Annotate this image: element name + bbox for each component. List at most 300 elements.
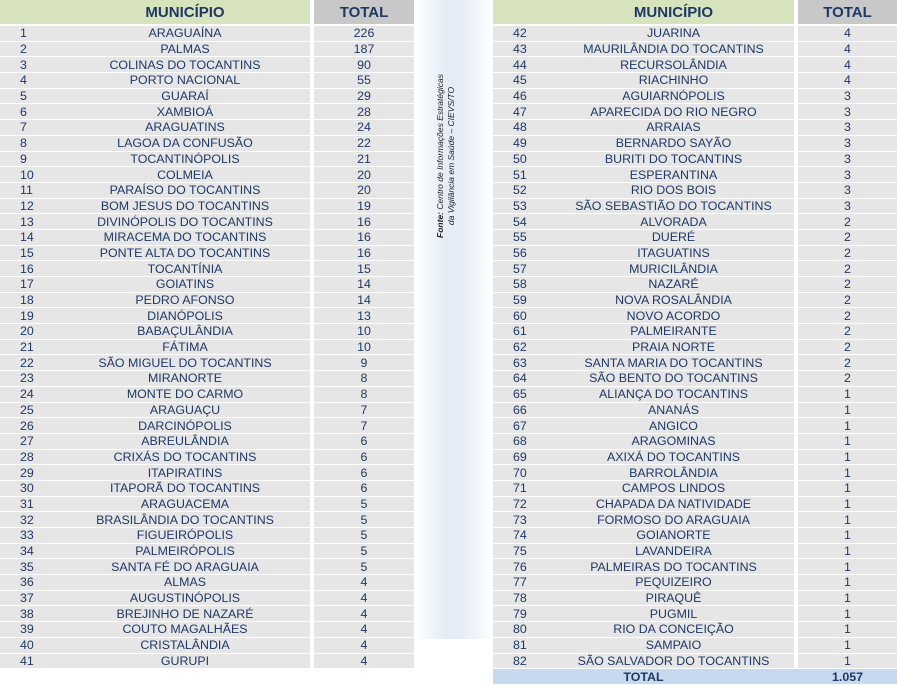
table-row: [0, 340, 414, 356]
total-cell: 1: [798, 559, 897, 575]
total-cell: 19: [314, 199, 414, 215]
table-row: [0, 230, 414, 246]
total-cell: 29: [314, 89, 414, 105]
row-number: 35: [0, 559, 60, 575]
total-cell: 1: [798, 512, 897, 528]
municipio-cell: BOM JESUS DO TOCANTINS: [60, 199, 310, 215]
municipio-cell: AGUIARNÓPOLIS: [553, 89, 794, 105]
table-row: [0, 575, 414, 591]
table-row: [0, 465, 414, 481]
municipio-cell: PUGMIL: [553, 606, 794, 622]
table-row: [493, 387, 897, 403]
table-row: [493, 544, 897, 560]
table-row: [0, 638, 414, 654]
municipio-cell: MONTE DO CARMO: [60, 387, 310, 403]
municipio-cell: GOIATINS: [60, 277, 310, 293]
total-cell: 2: [798, 261, 897, 277]
row-number: 62: [493, 340, 553, 356]
municipio-cell: ABREULÂNDIA: [60, 434, 310, 450]
total-cell: 7: [314, 418, 414, 434]
table-row: [0, 183, 414, 199]
table-row: [493, 481, 897, 497]
table-row: [493, 528, 897, 544]
municipio-cell: FIGUEIRÓPOLIS: [60, 528, 310, 544]
municipio-cell: PALMAS: [60, 42, 310, 58]
row-number: 13: [0, 214, 60, 230]
total-cell: 14: [314, 277, 414, 293]
total-cell: 2: [798, 277, 897, 293]
left-header-number: [0, 0, 60, 26]
table-row: [493, 230, 897, 246]
row-number: 20: [0, 324, 60, 340]
table-row: [493, 403, 897, 419]
municipio-cell: JUARINA: [553, 26, 794, 42]
table-row: [493, 183, 897, 199]
municipio-cell: BREJINHO DE NAZARÉ: [60, 606, 310, 622]
municipio-cell: ITAPIRATINS: [60, 465, 310, 481]
total-cell: 6: [314, 481, 414, 497]
row-number: 67: [493, 418, 553, 434]
total-cell: 4: [314, 638, 414, 654]
row-number: 25: [0, 403, 60, 419]
row-number: 45: [493, 73, 553, 89]
table-row: [0, 214, 414, 230]
row-number: 14: [0, 230, 60, 246]
municipio-cell: RIO DA CONCEIÇÃO: [553, 622, 794, 638]
municipio-cell: MIRACEMA DO TOCANTINS: [60, 230, 310, 246]
table-row: [0, 434, 414, 450]
total-cell: 28: [314, 104, 414, 120]
row-number: 72: [493, 497, 553, 513]
municipio-cell: ANANÁS: [553, 403, 794, 419]
table-row: [0, 481, 414, 497]
row-number: 7: [0, 120, 60, 136]
row-number: 43: [493, 42, 553, 58]
municipio-cell: SÃO MIGUEL DO TOCANTINS: [60, 355, 310, 371]
table-row: [493, 152, 897, 168]
table-row: [493, 26, 897, 42]
row-number: 5: [0, 89, 60, 105]
total-cell: 8: [314, 387, 414, 403]
left-table: [0, 0, 414, 669]
total-cell: 16: [314, 230, 414, 246]
municipio-cell: GUARAÍ: [60, 89, 310, 105]
total-cell: 4: [314, 591, 414, 607]
row-number: 30: [0, 481, 60, 497]
row-number: 69: [493, 450, 553, 466]
table-row: [493, 450, 897, 466]
total-cell: 3: [798, 199, 897, 215]
municipio-cell: ARAGUACEMA: [60, 497, 310, 513]
municipio-cell: PRAIA NORTE: [553, 340, 794, 356]
table-row: [0, 261, 414, 277]
table-row: [493, 136, 897, 152]
total-cell: 16: [314, 246, 414, 262]
municipio-cell: PARAÍSO DO TOCANTINS: [60, 183, 310, 199]
row-number: 79: [493, 606, 553, 622]
total-cell: 1: [798, 497, 897, 513]
row-number: 48: [493, 120, 553, 136]
table-row: [493, 293, 897, 309]
row-number: 57: [493, 261, 553, 277]
table-row: [0, 308, 414, 324]
row-number: 78: [493, 591, 553, 607]
row-number: 64: [493, 371, 553, 387]
right-table: [493, 0, 897, 685]
municipio-cell: ARAGUATINS: [60, 120, 310, 136]
total-cell: 13: [314, 308, 414, 324]
total-cell: 15: [314, 261, 414, 277]
municipio-cell: DIVINÓPOLIS DO TOCANTINS: [60, 214, 310, 230]
table-row: [493, 418, 897, 434]
municipio-cell: ITAPORÃ DO TOCANTINS: [60, 481, 310, 497]
table-row: [493, 559, 897, 575]
total-label: TOTAL: [493, 669, 794, 685]
municipio-cell: ESPERANTINA: [553, 167, 794, 183]
total-cell: 4: [314, 622, 414, 638]
total-cell: 1: [798, 528, 897, 544]
table-row: [0, 324, 414, 340]
municipio-cell: PORTO NACIONAL: [60, 73, 310, 89]
total-cell: 6: [314, 434, 414, 450]
table-row: [0, 497, 414, 513]
table-row: [0, 199, 414, 215]
row-number: 3: [0, 57, 60, 73]
municipio-cell: ARRAIAS: [553, 120, 794, 136]
row-number: 38: [0, 606, 60, 622]
municipio-cell: FÁTIMA: [60, 340, 310, 356]
table-row: [493, 261, 897, 277]
total-cell: 1: [798, 575, 897, 591]
table-row: [493, 340, 897, 356]
municipio-cell: ARAGUAÍNA: [60, 26, 310, 42]
total-cell: 1: [798, 450, 897, 466]
right-header-municipio: MUNICÍPIO: [553, 0, 794, 26]
total-cell: 2: [798, 340, 897, 356]
total-value: 1.057: [798, 669, 897, 685]
municipio-cell: PONTE ALTA DO TOCANTINS: [60, 246, 310, 262]
table-row: [493, 465, 897, 481]
municipio-cell: DIANÓPOLIS: [60, 308, 310, 324]
municipio-cell: BARROLÂNDIA: [553, 465, 794, 481]
table-row: [493, 591, 897, 607]
table-row: [493, 654, 897, 670]
row-number: 22: [0, 355, 60, 371]
row-number: 65: [493, 387, 553, 403]
right-table-body: [493, 26, 897, 669]
row-number: 11: [0, 183, 60, 199]
municipio-cell: BRASILÂNDIA DO TOCANTINS: [60, 512, 310, 528]
total-cell: 226: [314, 26, 414, 42]
municipio-cell: ARAGOMINAS: [553, 434, 794, 450]
table-row: [493, 73, 897, 89]
municipio-cell: SÃO BENTO DO TOCANTINS: [553, 371, 794, 387]
municipio-cell: PEQUIZEIRO: [553, 575, 794, 591]
table-row: [0, 559, 414, 575]
row-number: 76: [493, 559, 553, 575]
municipio-cell: ARAGUAÇU: [60, 403, 310, 419]
total-cell: 2: [798, 308, 897, 324]
municipio-cell: PEDRO AFONSO: [60, 293, 310, 309]
total-cell: 3: [798, 120, 897, 136]
total-cell: 1: [798, 465, 897, 481]
row-number: 37: [0, 591, 60, 607]
row-number: 6: [0, 104, 60, 120]
row-number: 53: [493, 199, 553, 215]
source-line-1: Centro de Informações Estratégicas: [435, 74, 445, 210]
municipio-cell: COUTO MAGALHÃES: [60, 622, 310, 638]
municipio-cell: DARCINÓPOLIS: [60, 418, 310, 434]
row-number: 36: [0, 575, 60, 591]
total-cell: 2: [798, 324, 897, 340]
row-number: 29: [0, 465, 60, 481]
municipio-cell: LAGOA DA CONFUSÃO: [60, 136, 310, 152]
row-number: 31: [0, 497, 60, 513]
row-number: 70: [493, 465, 553, 481]
table-row: [0, 89, 414, 105]
table-row: [0, 512, 414, 528]
municipio-cell: SÃO SALVADOR DO TOCANTINS: [553, 654, 794, 670]
table-row: [493, 497, 897, 513]
row-number: 58: [493, 277, 553, 293]
municipio-cell: NOVO ACORDO: [553, 308, 794, 324]
municipio-cell: NAZARÉ: [553, 277, 794, 293]
row-number: 33: [0, 528, 60, 544]
table-row: [493, 308, 897, 324]
row-number: 44: [493, 57, 553, 73]
municipio-cell: AXIXÁ DO TOCANTINS: [553, 450, 794, 466]
municipio-cell: ANGICO: [553, 418, 794, 434]
row-number: 21: [0, 340, 60, 356]
municipio-cell: MIRANORTE: [60, 371, 310, 387]
table-row: [0, 387, 414, 403]
total-cell: 1: [798, 418, 897, 434]
table-row: [0, 528, 414, 544]
total-cell: 14: [314, 293, 414, 309]
total-cell: 187: [314, 42, 414, 58]
row-number: 77: [493, 575, 553, 591]
municipio-cell: DUERÉ: [553, 230, 794, 246]
row-number: 55: [493, 230, 553, 246]
row-number: 12: [0, 199, 60, 215]
municipio-cell: BERNARDO SAYÃO: [553, 136, 794, 152]
row-number: 32: [0, 512, 60, 528]
row-number: 16: [0, 261, 60, 277]
total-cell: 9: [314, 355, 414, 371]
municipio-cell: RIACHINHO: [553, 73, 794, 89]
municipio-cell: RIO DOS BOIS: [553, 183, 794, 199]
table-row: [0, 277, 414, 293]
total-cell: 90: [314, 57, 414, 73]
row-number: 42: [493, 26, 553, 42]
municipio-cell: CRIXÁS DO TOCANTINS: [60, 450, 310, 466]
row-number: 49: [493, 136, 553, 152]
row-number: 2: [0, 42, 60, 58]
municipio-cell: ALMAS: [60, 575, 310, 591]
row-number: 15: [0, 246, 60, 262]
municipio-cell: PALMEIRANTE: [553, 324, 794, 340]
municipio-cell: CAMPOS LINDOS: [553, 481, 794, 497]
table-row: [0, 26, 414, 42]
total-cell: 2: [798, 355, 897, 371]
total-cell: 4: [798, 42, 897, 58]
left-header-row: [0, 0, 414, 26]
total-cell: 2: [798, 214, 897, 230]
total-cell: 21: [314, 152, 414, 168]
total-cell: 55: [314, 73, 414, 89]
row-number: 1: [0, 26, 60, 42]
row-number: 18: [0, 293, 60, 309]
total-cell: 3: [798, 89, 897, 105]
municipio-cell: APARECIDA DO RIO NEGRO: [553, 104, 794, 120]
source-label: Fonte:: [435, 212, 445, 238]
total-cell: 2: [798, 371, 897, 387]
table-row: [0, 371, 414, 387]
total-cell: 22: [314, 136, 414, 152]
municipio-cell: GURUPI: [60, 654, 310, 670]
table-row: [0, 73, 414, 89]
table-row: [0, 591, 414, 607]
row-number: 68: [493, 434, 553, 450]
row-number: 40: [0, 638, 60, 654]
table-row: [0, 246, 414, 262]
total-cell: 1: [798, 544, 897, 560]
total-cell: 10: [314, 324, 414, 340]
municipio-cell: AUGUSTINÓPOLIS: [60, 591, 310, 607]
total-cell: 1: [798, 638, 897, 654]
table-row: [0, 104, 414, 120]
source-text: [435, 42, 457, 270]
total-cell: 1: [798, 654, 897, 670]
table-row: [493, 89, 897, 105]
total-cell: 2: [798, 246, 897, 262]
municipio-cell: PIRAQUÊ: [553, 591, 794, 607]
row-number: 71: [493, 481, 553, 497]
total-cell: 5: [314, 497, 414, 513]
total-cell: 6: [314, 450, 414, 466]
municipio-cell: PALMEIRÓPOLIS: [60, 544, 310, 560]
table-row: [0, 355, 414, 371]
table-row: [0, 152, 414, 168]
total-cell: 4: [798, 26, 897, 42]
municipio-cell: ALIANÇA DO TOCANTINS: [553, 387, 794, 403]
municipio-cell: TOCANTÍNIA: [60, 261, 310, 277]
row-number: 63: [493, 355, 553, 371]
table-row: [493, 167, 897, 183]
municipio-cell: COLINAS DO TOCANTINS: [60, 57, 310, 73]
right-header-total: TOTAL: [798, 0, 897, 26]
municipio-cell: ITAGUATINS: [553, 246, 794, 262]
municipio-cell: LAVANDEIRA: [553, 544, 794, 560]
row-number: 66: [493, 403, 553, 419]
total-cell: 3: [798, 167, 897, 183]
table-row: [493, 512, 897, 528]
row-number: 23: [0, 371, 60, 387]
municipio-cell: TOCANTINÓPOLIS: [60, 152, 310, 168]
row-number: 80: [493, 622, 553, 638]
total-cell: 5: [314, 559, 414, 575]
row-number: 19: [0, 308, 60, 324]
total-cell: 8: [314, 371, 414, 387]
municipio-cell: PALMEIRAS DO TOCANTINS: [553, 559, 794, 575]
row-number: 51: [493, 167, 553, 183]
left-header-municipio: MUNICÍPIO: [60, 0, 310, 26]
total-cell: 1: [798, 622, 897, 638]
row-number: 39: [0, 622, 60, 638]
table-row: [0, 42, 414, 58]
table-row: [493, 57, 897, 73]
municipio-cell: MAURILÂNDIA DO TOCANTINS: [553, 42, 794, 58]
row-number: 75: [493, 544, 553, 560]
row-number: 28: [0, 450, 60, 466]
table-row: [0, 293, 414, 309]
municipio-cell: XAMBIOÁ: [60, 104, 310, 120]
row-number: 10: [0, 167, 60, 183]
source-line-2: da Vigilância em Saúde – CIEVS/TO: [446, 86, 456, 226]
table-row: [493, 434, 897, 450]
total-cell: 3: [798, 152, 897, 168]
table-row: [0, 418, 414, 434]
municipio-cell: RECURSOLÂNDIA: [553, 57, 794, 73]
total-cell: 1: [798, 403, 897, 419]
table-row: [0, 136, 414, 152]
total-cell: 3: [798, 136, 897, 152]
municipio-cell: NOVA ROSALÂNDIA: [553, 293, 794, 309]
total-cell: 6: [314, 465, 414, 481]
table-row: [0, 450, 414, 466]
table-row: [0, 120, 414, 136]
row-number: 27: [0, 434, 60, 450]
row-number: 50: [493, 152, 553, 168]
total-row: [493, 669, 897, 685]
row-number: 34: [0, 544, 60, 560]
municipio-cell: SÃO SEBASTIÃO DO TOCANTINS: [553, 199, 794, 215]
row-number: 4: [0, 73, 60, 89]
total-cell: 5: [314, 544, 414, 560]
left-table-body: [0, 26, 414, 669]
municipio-cell: BURITI DO TOCANTINS: [553, 152, 794, 168]
left-header-total: TOTAL: [314, 0, 414, 26]
table-row: [493, 355, 897, 371]
total-cell: 16: [314, 214, 414, 230]
row-number: 8: [0, 136, 60, 152]
table-row: [493, 42, 897, 58]
row-number: 73: [493, 512, 553, 528]
municipio-cell: SANTA MARIA DO TOCANTINS: [553, 355, 794, 371]
municipio-cell: SANTA FÉ DO ARAGUAIA: [60, 559, 310, 575]
total-cell: 5: [314, 512, 414, 528]
table-row: [493, 199, 897, 215]
table-row: [493, 104, 897, 120]
total-cell: 4: [314, 575, 414, 591]
table-row: [493, 214, 897, 230]
row-number: 59: [493, 293, 553, 309]
total-cell: 1: [798, 591, 897, 607]
municipio-cell: CRISTALÂNDIA: [60, 638, 310, 654]
row-number: 52: [493, 183, 553, 199]
table-row: [0, 544, 414, 560]
table-row: [493, 371, 897, 387]
row-number: 74: [493, 528, 553, 544]
row-number: 81: [493, 638, 553, 654]
table-row: [493, 575, 897, 591]
table-row: [0, 403, 414, 419]
total-cell: 20: [314, 167, 414, 183]
table-row: [493, 622, 897, 638]
municipio-cell: MURICILÂNDIA: [553, 261, 794, 277]
right-header-row: [493, 0, 897, 26]
total-cell: 5: [314, 528, 414, 544]
